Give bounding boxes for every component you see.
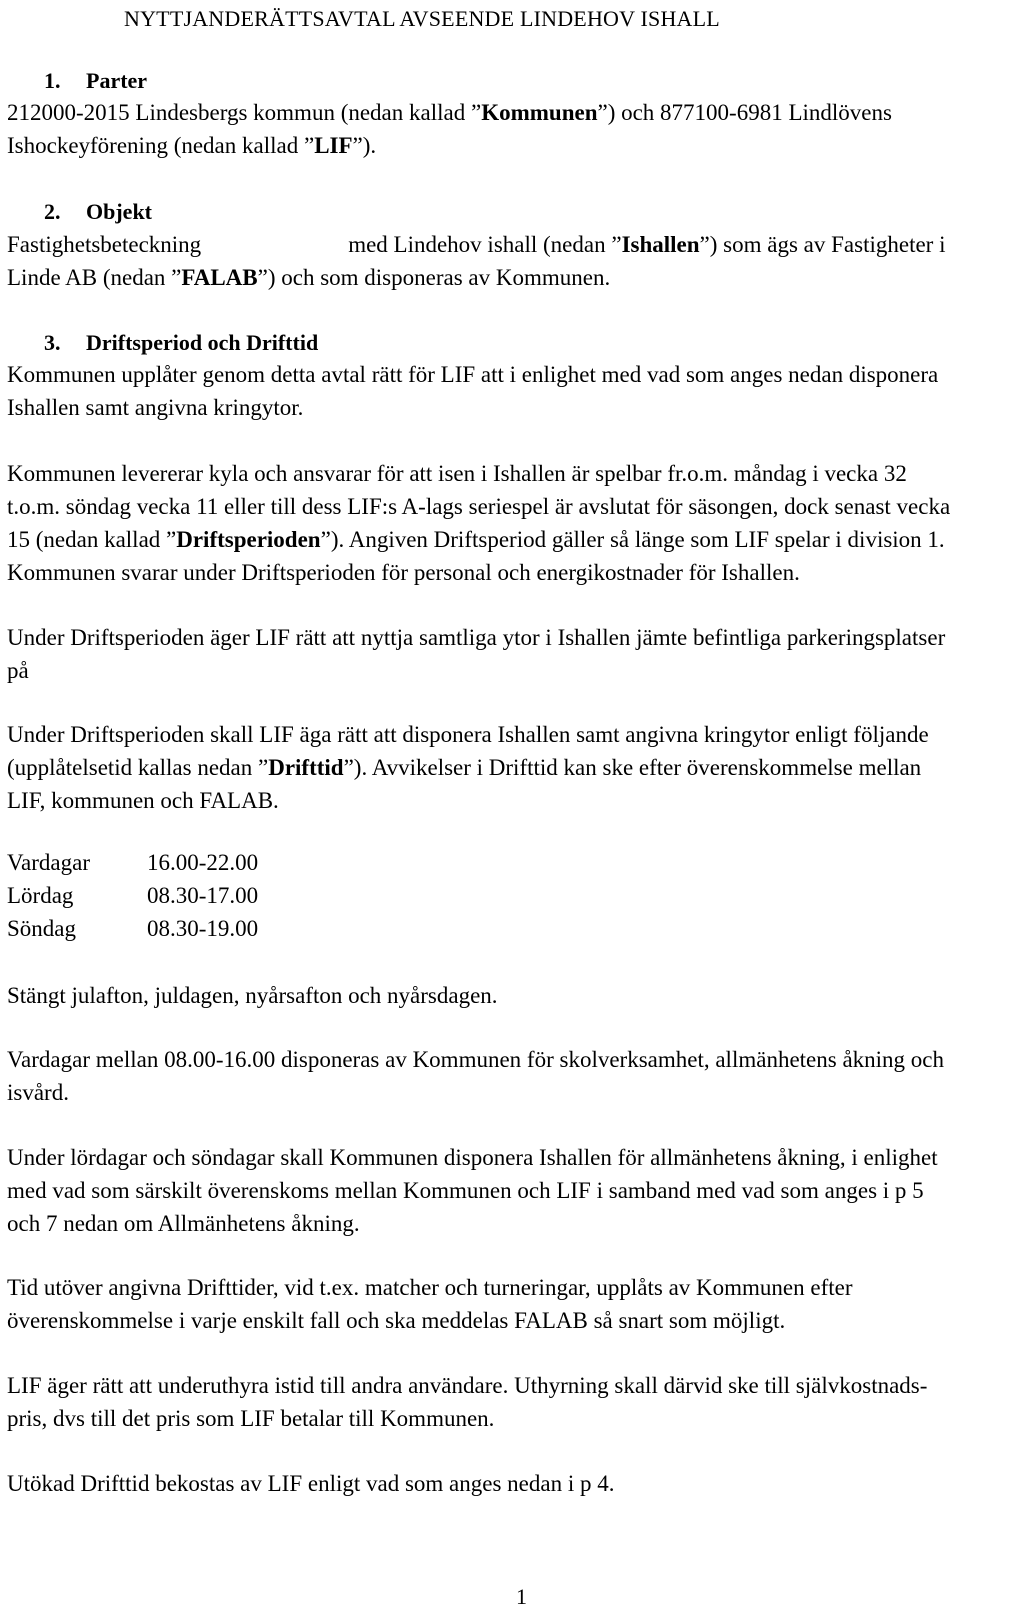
text-line: Kommunen upplåter genom detta avtal rätt för LIF att i enlighet med vad som anges nedan disponera: [7, 362, 939, 387]
schedule-row: [7, 879, 258, 912]
text-line: Vardagar mellan 08.00-16.00 disponeras av Kommunen för skolverksamhet, allmänhetens åkning och: [7, 1047, 945, 1072]
schedule-row: [7, 846, 258, 879]
text-run: (upplåtelsetid kallas nedan ”: [7, 755, 269, 780]
paragraph-drift-3: [7, 621, 1019, 687]
page-number: 1: [516, 1584, 527, 1609]
defined-term: Drifttid: [268, 755, 344, 780]
paragraph-drift-9: [7, 1369, 1019, 1435]
paragraph-drift-1: [7, 358, 1019, 424]
schedule-time: 08.30-19.00: [147, 916, 259, 941]
section-number: 2.: [44, 199, 61, 224]
text-line: Under lördagar och söndagar skall Kommunen disponera Ishallen för allmänhetens åkning, i enlighet: [7, 1145, 938, 1170]
text-run: med Lindehov ishall (nedan ”: [348, 232, 622, 257]
section-heading-drift: [44, 326, 318, 359]
section-heading-objekt: [44, 195, 152, 228]
section-number: 1.: [44, 68, 61, 93]
text-run: ”) och 877100-6981 Lindlövens: [597, 100, 892, 125]
text-run: Linde AB (nedan ”: [7, 265, 182, 290]
drifttid-schedule: [7, 846, 258, 945]
text-run: Ishockeyförening (nedan kallad ”: [7, 133, 315, 158]
section-title: Objekt: [86, 199, 152, 224]
text-run: Fastighetsbeteckning: [7, 232, 202, 257]
text-line: Under Driftsperioden skall LIF äga rätt att disponera Ishallen samt angivna kringytor enligt följande: [7, 722, 929, 747]
section-title: Parter: [86, 68, 148, 93]
text-line: Utökad Drifttid bekostas av LIF enligt vad som anges nedan i p 4.: [7, 1471, 615, 1496]
defined-term: FALAB: [181, 265, 258, 290]
section-title: Driftsperiod och Drifttid: [86, 330, 319, 355]
text-line: Tid utöver angivna Drifttider, vid t.ex. matcher och turneringar, upplåts av Kommunen efter: [7, 1275, 853, 1300]
text-run: ”). Avvikelser i Drifttid kan ske efter överenskommelse mellan: [343, 755, 922, 780]
text-line: på: [7, 658, 29, 683]
text-run: 212000-2015 Lindesbergs kommun (nedan kallad ”: [7, 100, 482, 125]
schedule-time: 08.30-17.00: [147, 883, 259, 908]
text-run: ”) som ägs av Fastigheter i: [699, 232, 946, 257]
paragraph-drift-4: [7, 718, 1019, 817]
text-line: överenskommelse i varje enskilt fall och ska meddelas FALAB så snart som möjligt.: [7, 1308, 786, 1333]
schedule-day: Lördag: [7, 883, 74, 908]
paragraph-drift-10: [7, 1467, 1019, 1500]
section-heading-parter: [44, 64, 147, 97]
text-line: Under Driftsperioden äger LIF rätt att nyttja samtliga ytor i Ishallen jämte befintliga parkeringsplatser: [7, 625, 946, 650]
paragraph-drift-6: [7, 1043, 1019, 1109]
defined-term: LIF: [314, 133, 353, 158]
text-line: isvård.: [7, 1080, 69, 1105]
paragraph-drift-8: [7, 1271, 1019, 1337]
schedule-day: Vardagar: [7, 850, 91, 875]
paragraph-parter: [7, 96, 1019, 162]
defined-term: Driftsperioden: [176, 527, 321, 552]
defined-term: Ishallen: [621, 232, 700, 257]
text-run: ”).: [352, 133, 377, 158]
text-run: ”) och som disponeras av Kommunen.: [257, 265, 611, 290]
paragraph-drift-5: [7, 979, 1019, 1012]
schedule-row: [7, 912, 258, 945]
document-title: NYTTJANDERÄTTSAVTAL AVSEENDE LINDEHOV ISHALL: [124, 6, 720, 31]
paragraph-objekt: [7, 228, 1019, 294]
text-line: t.o.m. söndag vecka 11 eller till dess LIF:s A-lags seriespel är avslutat för säsongen, dock senast vecka: [7, 494, 951, 519]
text-line: LIF, kommunen och FALAB.: [7, 788, 279, 813]
text-line: pris, dvs till det pris som LIF betalar till Kommunen.: [7, 1406, 495, 1431]
paragraph-drift-7: [7, 1141, 1019, 1240]
paragraph-drift-2: [7, 457, 1019, 589]
text-line: Kommunen svarar under Driftsperioden för personal och energikostnader för Ishallen.: [7, 560, 800, 585]
text-line: Kommunen levererar kyla och ansvarar för att isen i Ishallen är spelbar fr.o.m. måndag i vecka 32: [7, 461, 907, 486]
text-line: och 7 nedan om Allmänhetens åkning.: [7, 1211, 360, 1236]
text-line: Stängt julafton, juldagen, nyårsafton och nyårsdagen.: [7, 983, 498, 1008]
text-run: 15 (nedan kallad ”: [7, 527, 177, 552]
section-number: 3.: [44, 330, 61, 355]
schedule-time: 16.00-22.00: [147, 850, 259, 875]
schedule-day: Söndag: [7, 916, 76, 941]
defined-term: Kommunen: [481, 100, 598, 125]
text-line: Ishallen samt angivna kringytor.: [7, 395, 304, 420]
text-run: ”). Angiven Driftsperiod gäller så länge som LIF spelar i division 1.: [320, 527, 945, 552]
text-line: LIF äger rätt att underuthyra istid till andra användare. Uthyrning skall därvid ske till självkostnads-: [7, 1373, 928, 1398]
text-line: med vad som särskilt överenskoms mellan Kommunen och LIF i samband med vad som anges i p 5: [7, 1178, 924, 1203]
